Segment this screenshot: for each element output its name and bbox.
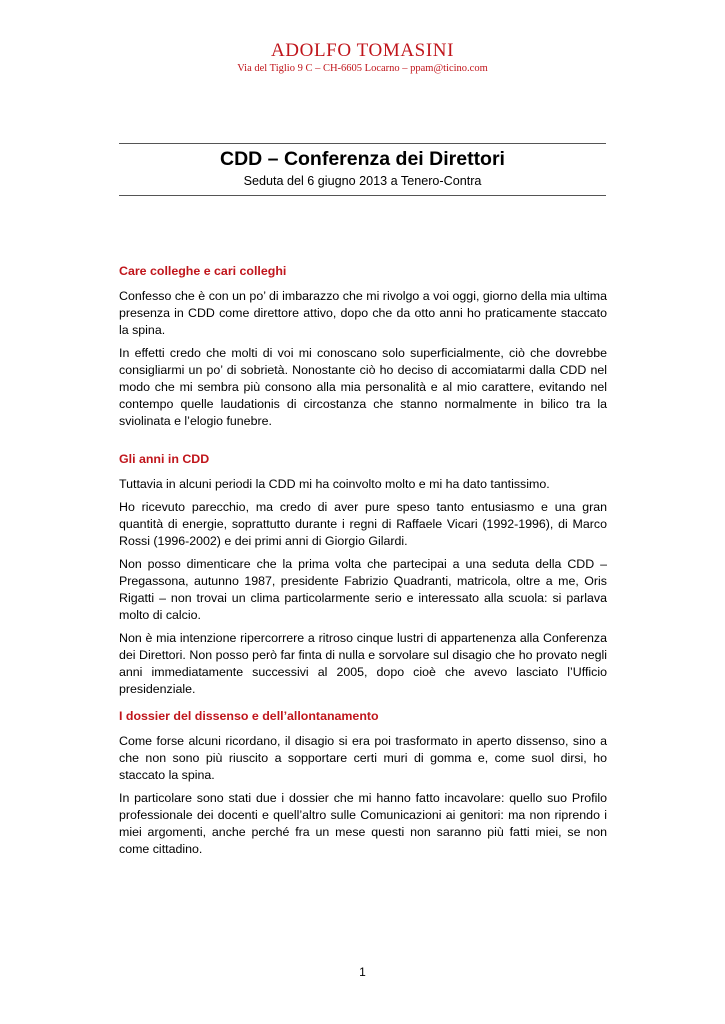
paragraph: Non posso dimenticare che la prima volta che partecipai a una seduta della CDD – Pregassona, autunno 1987, presidente Fabrizio Quadranti, matricola, oltre a me, Oris Rigatti – non trovai un clima particolarmente serio e interessato alla scuola: si parlava molto di calcio. (119, 557, 607, 622)
title-rule-bottom (119, 195, 606, 196)
document-title: CDD – Conferenza dei Direttori (220, 148, 505, 170)
letterhead-name: ADOLFO TOMASINI (270, 40, 454, 61)
page-number: 1 (359, 965, 366, 979)
paragraph: In particolare sono stati due i dossier che mi hanno fatto incavolare: quello suo Profilo professionale dei docenti e quell’altro sulle Comunicazioni ai genitori: ma non riprendo i miei argomenti, anche perché fra un mese questi non saranno più fatti miei, se non come cittadino. (119, 791, 607, 856)
section-dossier (119, 708, 607, 858)
paragraph: In effetti credo che molti di voi mi conoscano solo superficialmente, ciò che dovrebbe consigliarmi un po’ di sobrietà. Nonostante ciò ho deciso di accomiatarmi dalla CDD nel modo che mi sembra più consono alla mia personalità e al mio carattere, evitando nel contempo quelle laudationis di circostanza che stanno normalmente in bilico tra la sviolinata e l’elogio funebre. (119, 346, 607, 428)
document-subtitle: Seduta del 6 giugno 2013 a Tenero-Contra (243, 174, 482, 188)
paragraph: Tuttavia in alcuni periodi la CDD mi ha coinvolto molto e mi ha dato tantissimo. (119, 477, 550, 491)
letterhead (0, 40, 725, 76)
section-anni-cdd (119, 451, 607, 698)
paragraph: Ho ricevuto parecchio, ma credo di aver pure speso tanto entusiasmo e una gran quantità di energie, soprattutto durante i regni di Raffaele Vicari (1992-1996), di Marco Rossi (1996-2002) e dei primi anni di Giorgio Gilardi. (119, 500, 607, 548)
section-heading: Care colleghe e cari colleghi (119, 264, 287, 278)
title-rule-top (119, 143, 606, 144)
section-heading: I dossier del dissenso e dell’allontanamento (119, 709, 379, 723)
paragraph: Come forse alcuni ricordano, il disagio si era poi trasformato in aperto dissenso, sino a che non sono più riuscito a sopportare certi muri di gomma e, come suol dirsi, ho staccato la spina. (119, 734, 607, 782)
letterhead-address: Via del Tiglio 9 C – CH-6605 Locarno – ppam@ticino.com (237, 63, 488, 74)
section-care-colleghe (119, 263, 607, 430)
paragraph: Non è mia intenzione ripercorrere a ritroso cinque lustri di appartenenza alla Conferenza dei Direttori. Non posso però far finta di nulla e sorvolare sul disagio che ho provato negli anni immediatamente successivi al 2005, dopo cioè che avevo lasciato l’Ufficio presidenziale. (119, 631, 607, 696)
title-block (119, 146, 606, 190)
section-heading: Gli anni in CDD (119, 452, 210, 466)
paragraph: Confesso che è con un po’ di imbarazzo che mi rivolgo a voi oggi, giorno della mia ultima presenza in CDD come direttore attivo, dopo che da otto anni ho praticamente staccato la spina. (119, 289, 607, 337)
